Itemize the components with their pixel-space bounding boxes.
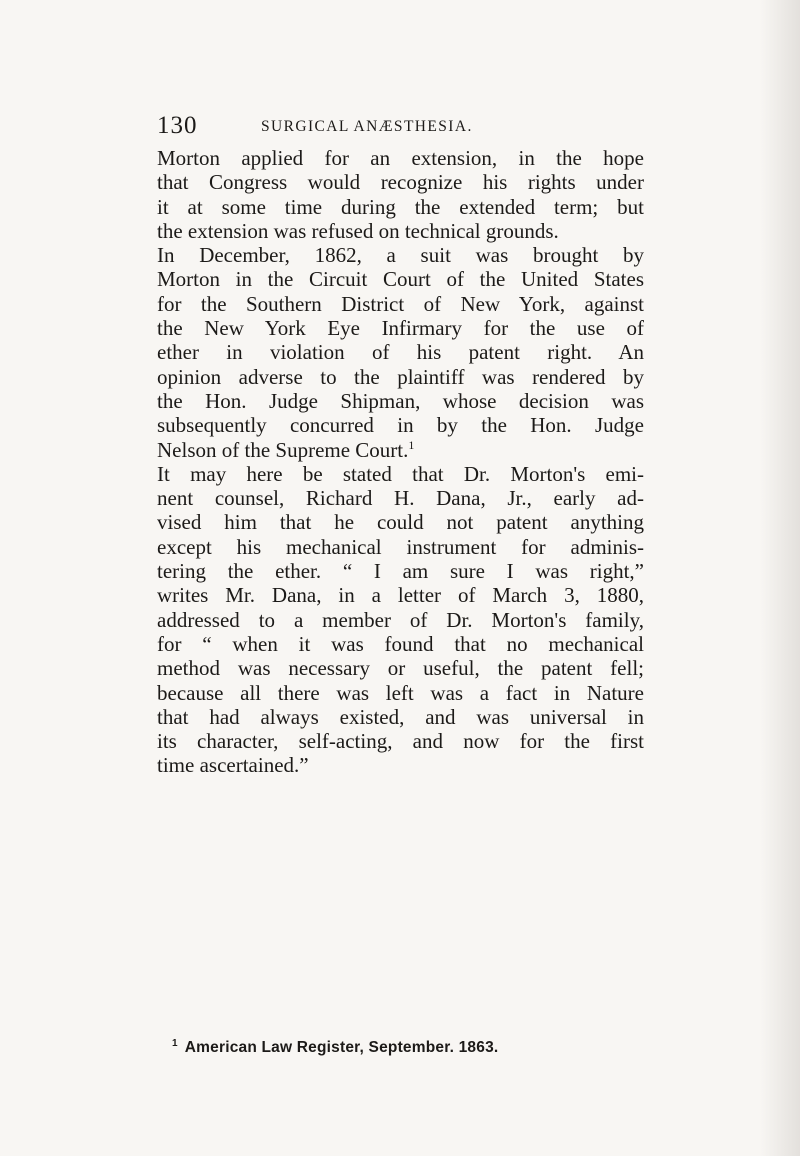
running-title: SURGICAL ANÆSTHESIA. (261, 118, 473, 135)
text-line: Nelson of the Supreme Court. (157, 437, 409, 462)
footnote-text: American Law Register, September. 1863. (184, 1039, 499, 1056)
text-line: nent counsel, Richard H. Dana, Jr., early ad- (157, 486, 644, 511)
text-line: subsequently concurred in by the Hon. Judge (157, 413, 644, 438)
text-line: Morton in the Circuit Court of the United States (157, 267, 644, 292)
text-line: ether in violation of his patent right. An (157, 340, 644, 365)
text-line: that Congress would recognize his rights under (157, 170, 644, 195)
text-line: In December, 1862, a suit was brought by (157, 243, 644, 268)
text-line: except his mechanical instrument for adminis- (157, 534, 644, 559)
text-line: the New York Eye Infirmary for the use of (157, 316, 644, 341)
body-text (157, 146, 644, 778)
text-line: Morton applied for an extension, in the hope (157, 146, 644, 170)
text-line: its character, self-acting, and now for the first (157, 729, 644, 754)
text-line: vised him that he could not patent anything (157, 510, 644, 535)
text-line: writes Mr. Dana, in a letter of March 3, 1880, (157, 583, 644, 608)
text-line: addressed to a member of Dr. Morton's family, (157, 607, 644, 632)
text-line: that had always existed, and was universal in (157, 704, 644, 729)
footnote-reference: 1 (408, 437, 415, 452)
text-line: the Hon. Judge Shipman, whose decision was (157, 388, 644, 413)
text-line: time ascertained.” (157, 753, 309, 778)
running-head (157, 112, 657, 142)
text-line-with-footnote (157, 438, 644, 462)
text-line: for “ when it was found that no mechanical (157, 631, 644, 656)
text-line: the extension was refused on technical grounds. (157, 218, 559, 243)
text-line: It may here be stated that Dr. Morton's emi- (157, 461, 644, 486)
page-number: 130 (157, 112, 198, 139)
footnote (172, 1039, 642, 1057)
text-line: it at some time during the extended term; but (157, 194, 644, 219)
text-line: because all there was left was a fact in Nature (157, 680, 644, 705)
text-line: for the Southern District of New York, against (157, 291, 644, 316)
footnote-number: 1 (172, 1037, 178, 1049)
page-edge-shadow (760, 0, 800, 1156)
text-line: method was necessary or useful, the patent fell; (157, 656, 644, 681)
text-line: opinion adverse to the plaintiff was rendered by (157, 364, 644, 389)
text-line: tering the ether. “ I am sure I was right,” (157, 559, 644, 584)
